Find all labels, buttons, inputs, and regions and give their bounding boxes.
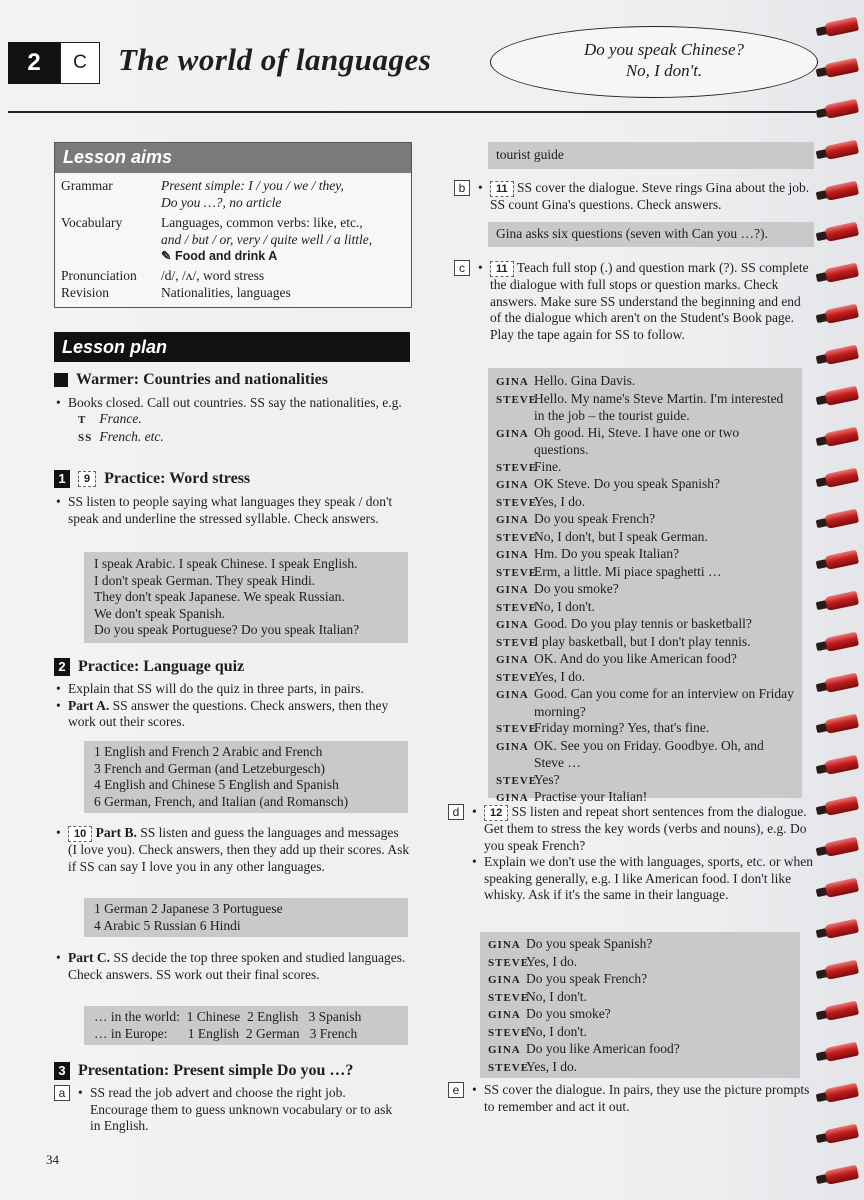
dialogue-line	[496, 634, 794, 652]
dialogue-line	[496, 476, 794, 494]
dialogue-line	[488, 989, 792, 1007]
step-letter: c	[454, 260, 470, 276]
dialogue-text: Erm, a little. Mi piace spaghetti …	[534, 563, 722, 579]
speaker-name: STEVE	[496, 723, 538, 735]
dialogue-text: Friday morning? Yes, that's fine.	[534, 720, 710, 735]
speaker-name: STEVE	[488, 1061, 530, 1074]
section-text: • SS listen to people saying what languages they speak / don't speak and underline the stressed syllable. Check answers.	[54, 494, 410, 527]
dialogue-text: I play basketball, but I don't play tennis.	[534, 633, 751, 649]
dialogue-line	[496, 772, 794, 790]
speaker-name: STEVE	[488, 1026, 530, 1039]
warmer-text: • Books closed. Call out countries. SS say the nationalities, e.g.	[54, 395, 410, 412]
speaker-name: GINA	[496, 740, 529, 753]
speaker-name: STEVE	[496, 601, 538, 614]
unit-number: 2	[8, 42, 60, 84]
quiz-part-c-answers: … in the world: 1 Chinese 2 English 3 Spanish … in Europe: 1 English 2 German 3 French	[84, 1006, 408, 1045]
spiral-coil	[823, 1165, 859, 1186]
dialogue-text: Yes, I do.	[534, 668, 586, 684]
spiral-coil	[823, 99, 859, 120]
dialogue-text: Do you like American food?	[526, 1041, 680, 1056]
quiz-part-b: • 10 Part B. SS listen and guess the languages and messages (I love you). Check answers, then they add up their scores. Ask if SS can say I love you in any other languages.	[54, 825, 410, 875]
answer-b: Gina asks six questions (seven with Can you …?).	[488, 222, 814, 247]
dialogue-box	[488, 368, 802, 804]
warmer-section: Warmer: Countries and nationalities • Books closed. Call out countries. SS say the nationalities, e.g. T France. SS French. etc.	[54, 372, 410, 446]
spiral-coil	[823, 878, 859, 899]
lesson-plan-heading: Lesson plan	[54, 332, 410, 362]
section-title: Practice: Language quiz	[78, 657, 245, 675]
spiral-binding	[820, 0, 864, 1200]
dialogue-line	[496, 738, 794, 772]
word-stress-answer-box: I speak Arabic. I speak Chinese. I speak English. I don't speak German. They speak Hindi. They don't speak Japanese. We speak Russian. We don't speak Spanish. Do you speak Portuguese? Do you speak Italian?	[84, 552, 408, 643]
dialogue-text: Do you speak Spanish?	[526, 936, 653, 951]
speaker-name: GINA	[488, 974, 521, 986]
dialogue-text: Hello. My name's Steve Martin. I'm interested in the job – the tourist guide.	[534, 390, 784, 423]
bubble-question: Do you speak Chinese?	[583, 40, 745, 59]
section-2: 2 Practice: Language quiz • Explain that SS will do the quiz in three parts, in pairs. • Part A. SS answer the questions. Check answers, then they work out their scores.	[54, 658, 410, 731]
spiral-coil	[823, 591, 859, 612]
section-title: Practice: Word stress	[104, 469, 251, 487]
dialogue-line	[496, 686, 794, 720]
speaker-name: GINA	[496, 427, 529, 440]
spiral-coil	[823, 1042, 859, 1063]
quiz-part-c: • Part C. SS decide the top three spoken and studied languages. Check answers. SS work out their final scores.	[54, 950, 410, 983]
lesson-aims-table	[61, 177, 372, 301]
spiral-coil	[823, 345, 859, 366]
dialogue-text: Hello. Gina Davis.	[534, 373, 636, 388]
spiral-coil	[823, 304, 859, 325]
spiral-coil	[823, 550, 859, 571]
spiral-coil	[823, 427, 859, 448]
speaker-name: STEVE	[496, 531, 538, 544]
dialogue-text: OK. And do you like American food?	[534, 651, 737, 666]
pronunciation-value: /d/, /ʌ/, word stress	[161, 268, 265, 283]
speaker-name: STEVE	[496, 671, 538, 684]
spiral-coil	[823, 509, 859, 530]
vocabulary-value: Languages, common verbs: like, etc., and / but / or, very / quite well / a little, ✎ Food and drink A	[161, 215, 373, 263]
dialogue-text: OK Steve. Do you speak Spanish?	[534, 476, 720, 491]
stress-dialogue-box	[480, 932, 800, 1078]
speaker-name: STEVE	[496, 566, 538, 579]
speaker-name: STEVE	[496, 636, 538, 649]
step-d: d • 12 SS listen and repeat short sentences from the dialogue. Get them to stress the key words (verbs and nouns), e.g. Do you speak French? • Explain we don't use the with languages, sports, etc. or when speaking generally, e.g. I like American food. I don't like whisky. Ask if it's the same in their language.	[448, 804, 814, 904]
step-letter: b	[454, 180, 470, 196]
warmer-title: Warmer: Countries and nationalities	[76, 371, 328, 388]
speaker-name: GINA	[496, 514, 529, 526]
revision-label: Revision	[61, 285, 110, 300]
speaker-name: GINA	[496, 376, 529, 388]
speaker-name: GINA	[496, 479, 529, 491]
speaker-name: STEVE	[488, 956, 530, 969]
dialogue-line	[496, 599, 794, 617]
speech-bubble	[490, 26, 818, 98]
dialogue-line	[488, 1024, 792, 1042]
lesson-aims-box	[54, 142, 412, 308]
dialogue-line	[488, 1041, 792, 1059]
dialogue-line	[496, 564, 794, 582]
spiral-coil	[823, 1124, 859, 1145]
dialogue-line	[496, 546, 794, 564]
dialogue-text: Oh good. Hi, Steve. I have one or two questions.	[534, 424, 740, 457]
speaker-name: GINA	[496, 792, 529, 804]
dialogue-line	[496, 494, 794, 512]
step-e: e • SS cover the dialogue. In pairs, they use the picture prompts to remember and act it out.	[448, 1082, 814, 1115]
dialogue-text: Yes?	[534, 771, 560, 787]
speaker-name: GINA	[496, 549, 529, 561]
dialogue-text: OK. See you on Friday. Goodbye. Oh, and Steve …	[534, 737, 764, 770]
spiral-coil	[823, 222, 859, 243]
speaker-name: GINA	[496, 619, 529, 631]
dialogue-text: No, I don't.	[526, 1023, 587, 1039]
grammar-value: Present simple: I / you / we / they, Do you …?, no article	[161, 178, 344, 210]
dialogue-line	[496, 720, 794, 738]
speaker-name: STEVE	[496, 774, 538, 787]
lesson-aims-heading: Lesson aims	[55, 143, 411, 173]
header-rule	[8, 111, 816, 113]
section-number: 3	[54, 1062, 70, 1080]
spiral-coil	[823, 960, 859, 981]
cassette-icon: 11	[490, 181, 514, 197]
speaker-name: GINA	[496, 654, 529, 666]
dialogue-line	[496, 616, 794, 634]
spiral-coil	[823, 17, 859, 38]
quiz-part-b-answers: 1 German 2 Japanese 3 Portuguese 4 Arabic 5 Russian 6 Hindi	[84, 898, 408, 937]
bubble-answer: No, I don't.	[625, 61, 703, 80]
spiral-coil	[823, 1083, 859, 1104]
dialogue-line	[496, 529, 794, 547]
spiral-coil	[823, 796, 859, 817]
dialogue-text: No, I don't.	[526, 988, 587, 1004]
speaker-name: GINA	[496, 689, 529, 701]
dialogue-line	[496, 391, 794, 425]
speaker-name: GINA	[488, 1044, 521, 1056]
dialogue-text: Do you speak French?	[526, 971, 648, 986]
square-bullet-icon	[54, 373, 68, 387]
dialogue-text: Yes, I do.	[526, 1058, 578, 1074]
pronunciation-label: Pronunciation	[61, 268, 137, 283]
spiral-coil	[823, 140, 859, 161]
spiral-coil	[823, 755, 859, 776]
cassette-icon: 9	[78, 471, 96, 487]
dialogue-line	[488, 954, 792, 972]
step-letter: a	[54, 1085, 70, 1101]
quiz-part-a-answers: 1 English and French 2 Arabic and French 3 French and German (and Letzeburgesch) 4 English and Chinese 5 English and Spanish 6 German, French, and Italian (and Romansch)	[84, 741, 408, 813]
cassette-icon: 12	[484, 805, 508, 821]
step-c: c • 11 Teach full stop (.) and question mark (?). SS complete the dialogue with full stops or question marks. Check answers. Make sure SS understand the beginning and end of the dialogue which aren't on the Student's Book page. Play the tape again for SS to follow.	[454, 260, 814, 343]
dialogue-line	[488, 1059, 792, 1077]
dialogue-text: No, I don't.	[534, 598, 595, 614]
dialogue-text: Good. Do you play tennis or basketball?	[534, 616, 752, 631]
speaker-name: STEVE	[488, 991, 530, 1004]
vocabulary-label: Vocabulary	[61, 215, 123, 230]
answer-a: tourist guide	[488, 142, 814, 169]
step-b: b • 11 SS cover the dialogue. Steve rings Gina about the job. SS count Gina's questions. Check answers.	[454, 180, 814, 214]
spiral-coil	[823, 386, 859, 407]
dialogue-text: Practise your Italian!	[534, 789, 648, 804]
dialogue-line	[488, 971, 792, 989]
step-letter: d	[448, 804, 464, 820]
spiral-coil	[823, 468, 859, 489]
dialogue-line	[496, 459, 794, 477]
pencil-icon: ✎	[161, 249, 175, 263]
speaker-name: GINA	[488, 939, 521, 951]
revision-value: Nationalities, languages	[161, 285, 291, 300]
step-text: • SS read the job advert and choose the right job. Encourage them to guess unknown vocabulary or to ask in English.	[76, 1085, 406, 1135]
unit-letter: C	[60, 42, 100, 84]
step-letter: e	[448, 1082, 464, 1098]
dialogue-line	[496, 581, 794, 599]
spiral-coil	[823, 673, 859, 694]
dialogue-text: Yes, I do.	[534, 493, 586, 509]
cassette-icon: 10	[68, 826, 92, 842]
dialogue-text: Fine.	[534, 458, 562, 474]
speaker-name: STEVE	[496, 393, 538, 406]
cassette-icon: 11	[490, 261, 514, 277]
speaker-name: STEVE	[496, 461, 538, 474]
spiral-coil	[823, 1001, 859, 1022]
dialogue-text: No, I don't, but I speak German.	[534, 528, 708, 544]
dialogue-text: Yes, I do.	[526, 953, 578, 969]
speaker-name: STEVE	[496, 496, 538, 509]
spiral-coil	[823, 181, 859, 202]
speaker-name: GINA	[488, 1009, 521, 1021]
dialogue-line	[496, 669, 794, 687]
section-number: 1	[54, 470, 70, 488]
speaker-name: GINA	[496, 584, 529, 596]
section-number: 2	[54, 658, 70, 676]
section-3	[54, 1062, 410, 1135]
spiral-coil	[823, 837, 859, 858]
dialogue-line	[496, 425, 794, 459]
spiral-coil	[823, 919, 859, 940]
dialogue-text: Do you smoke?	[534, 581, 619, 596]
dialogue-text: Hm. Do you speak Italian?	[534, 546, 680, 561]
spiral-coil	[823, 58, 859, 79]
dialogue-line	[496, 651, 794, 669]
dialogue-line	[496, 373, 794, 391]
grammar-label: Grammar	[61, 178, 113, 193]
dialogue-line	[496, 511, 794, 529]
page-title: The world of languages	[118, 42, 432, 77]
section-1	[54, 470, 410, 527]
dialogue-text: Do you smoke?	[526, 1006, 611, 1021]
dialogue-text: Good. Can you come for an interview on Friday morning?	[534, 686, 794, 719]
dialogue-text: Do you speak French?	[534, 511, 656, 526]
dialogue-line	[488, 936, 792, 954]
page-number: 34	[46, 1152, 59, 1167]
spiral-coil	[823, 263, 859, 284]
spiral-coil	[823, 632, 859, 653]
spiral-coil	[823, 714, 859, 735]
section-title: Presentation: Present simple Do you …?	[78, 1061, 354, 1079]
dialogue-line	[488, 1006, 792, 1024]
